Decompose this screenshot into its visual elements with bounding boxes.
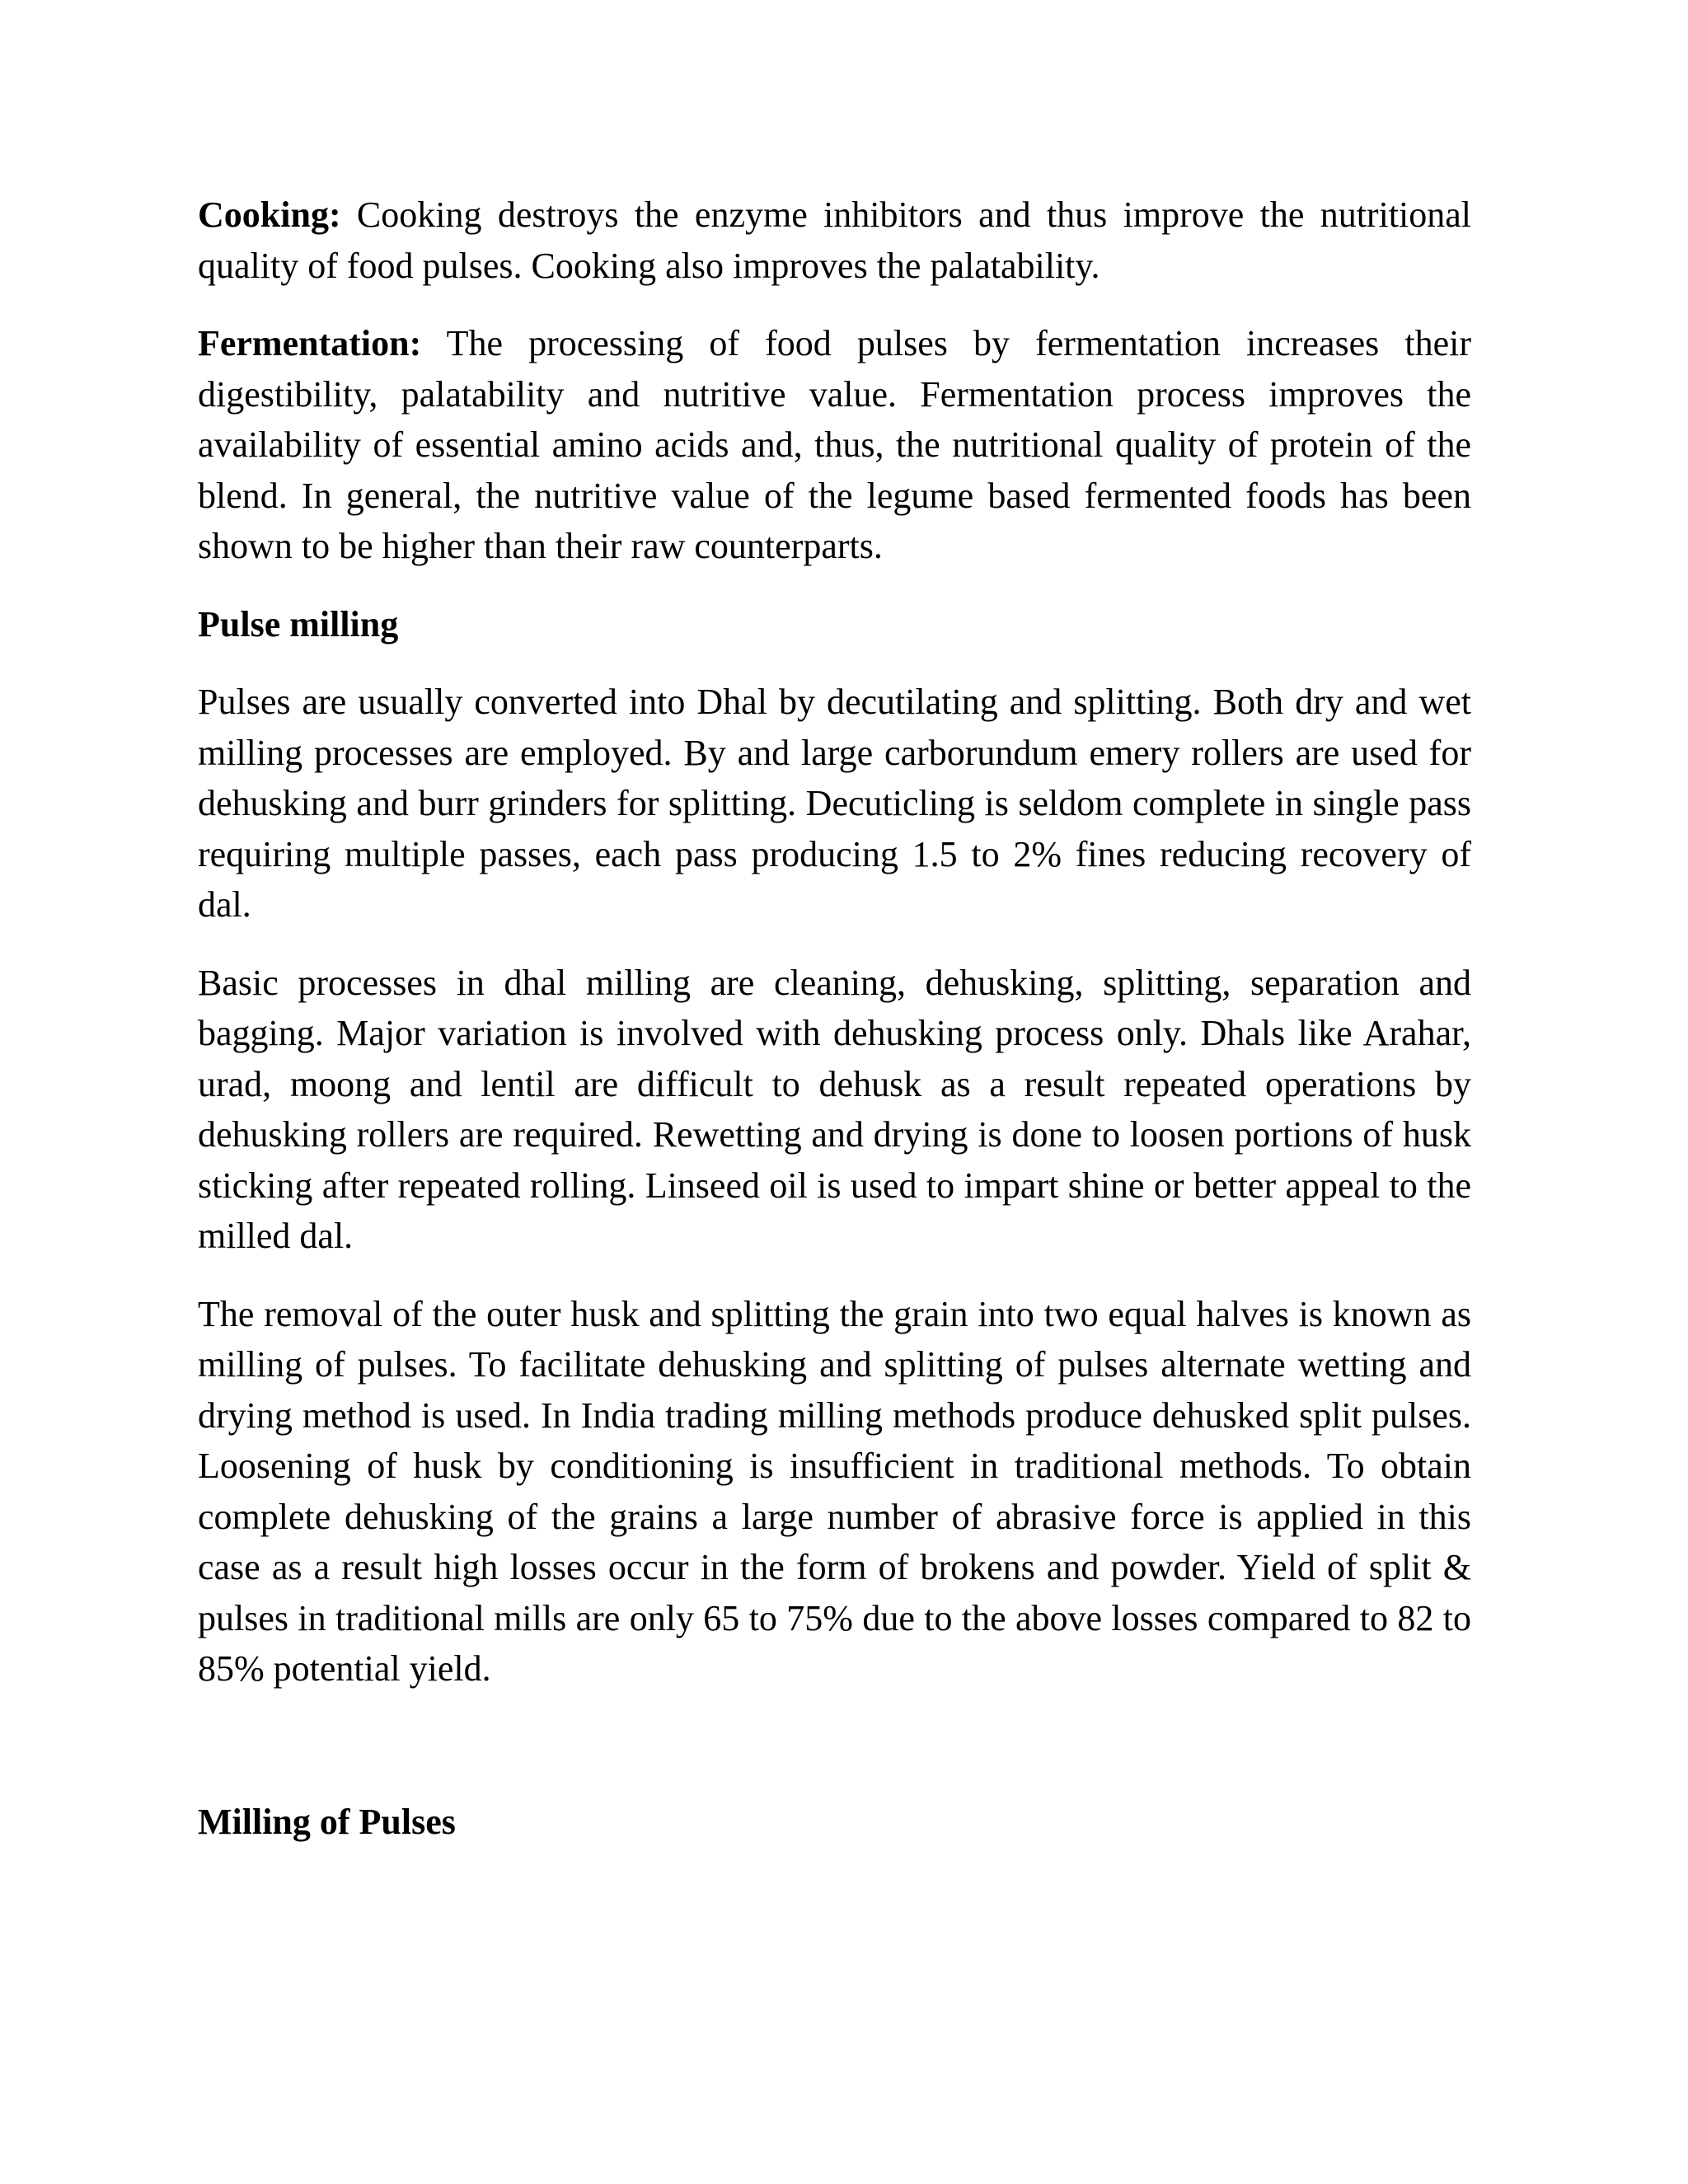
cooking-lead: Cooking:	[198, 194, 341, 235]
milling-of-pulses-heading: Milling of Pulses	[198, 1801, 456, 1842]
pulse-milling-paragraph-3: The removal of the outer husk and splitting the grain into two equal halves is known as milling of pulses. To facilitate dehusking and splitting of pulses alternate wetting and drying method is used. In India trading milling methods produce dehusked split pulses. Loosening of husk by conditioning is insufficient in traditional methods. To obtain complete dehusking of the grains a large number of abrasive force is applied in this case as a result high losses occur in the form of brokens and powder. Yield of split & pulses in traditional mills are only 65 to 75% due to the above losses compared to 82 to 85% potential yield.	[198, 1293, 1471, 1689]
cooking-text: Cooking destroys the enzyme inhibitors and thus improve the nutritional quality of food pulses. Cooking also improves the palatability.	[198, 194, 1471, 286]
pulse-milling-paragraph-2: Basic processes in dhal milling are cleaning, dehusking, splitting, separation and bagging. Major variation is involved with dehusking process only. Dhals like Arahar, urad, moong and lentil are difficult to dehusk as a result repeated operations by dehusking rollers are required. Rewetting and drying is done to loosen portions of husk sticking after repeated rolling. Linseed oil is used to impart shine or better appeal to the milled dal.	[198, 962, 1471, 1256]
fermentation-paragraph	[198, 318, 1471, 572]
fermentation-lead: Fermentation:	[198, 323, 422, 363]
fermentation-text: The processing of food pulses by fermentation increases their digestibility, palatability and nutritive value. Fermentation process improves the availability of essential amino acids and, thus, the nutritional quality of protein of the blend. In general, the nutritive value of the legume based fermented foods has been shown to be higher than their raw counterparts.	[198, 323, 1471, 566]
pulse-milling-heading: Pulse milling	[198, 603, 399, 644]
document-page	[198, 190, 1471, 1874]
cooking-paragraph	[198, 190, 1471, 291]
pulse-milling-paragraph-1: Pulses are usually converted into Dhal by decutilating and splitting. Both dry and wet milling processes are employed. By and large carborundum emery rollers are used for dehusking and burr grinders for splitting. Decuticling is seldom complete in single pass requiring multiple passes, each pass producing 1.5 to 2% fines reducing recovery of dal.	[198, 682, 1471, 925]
